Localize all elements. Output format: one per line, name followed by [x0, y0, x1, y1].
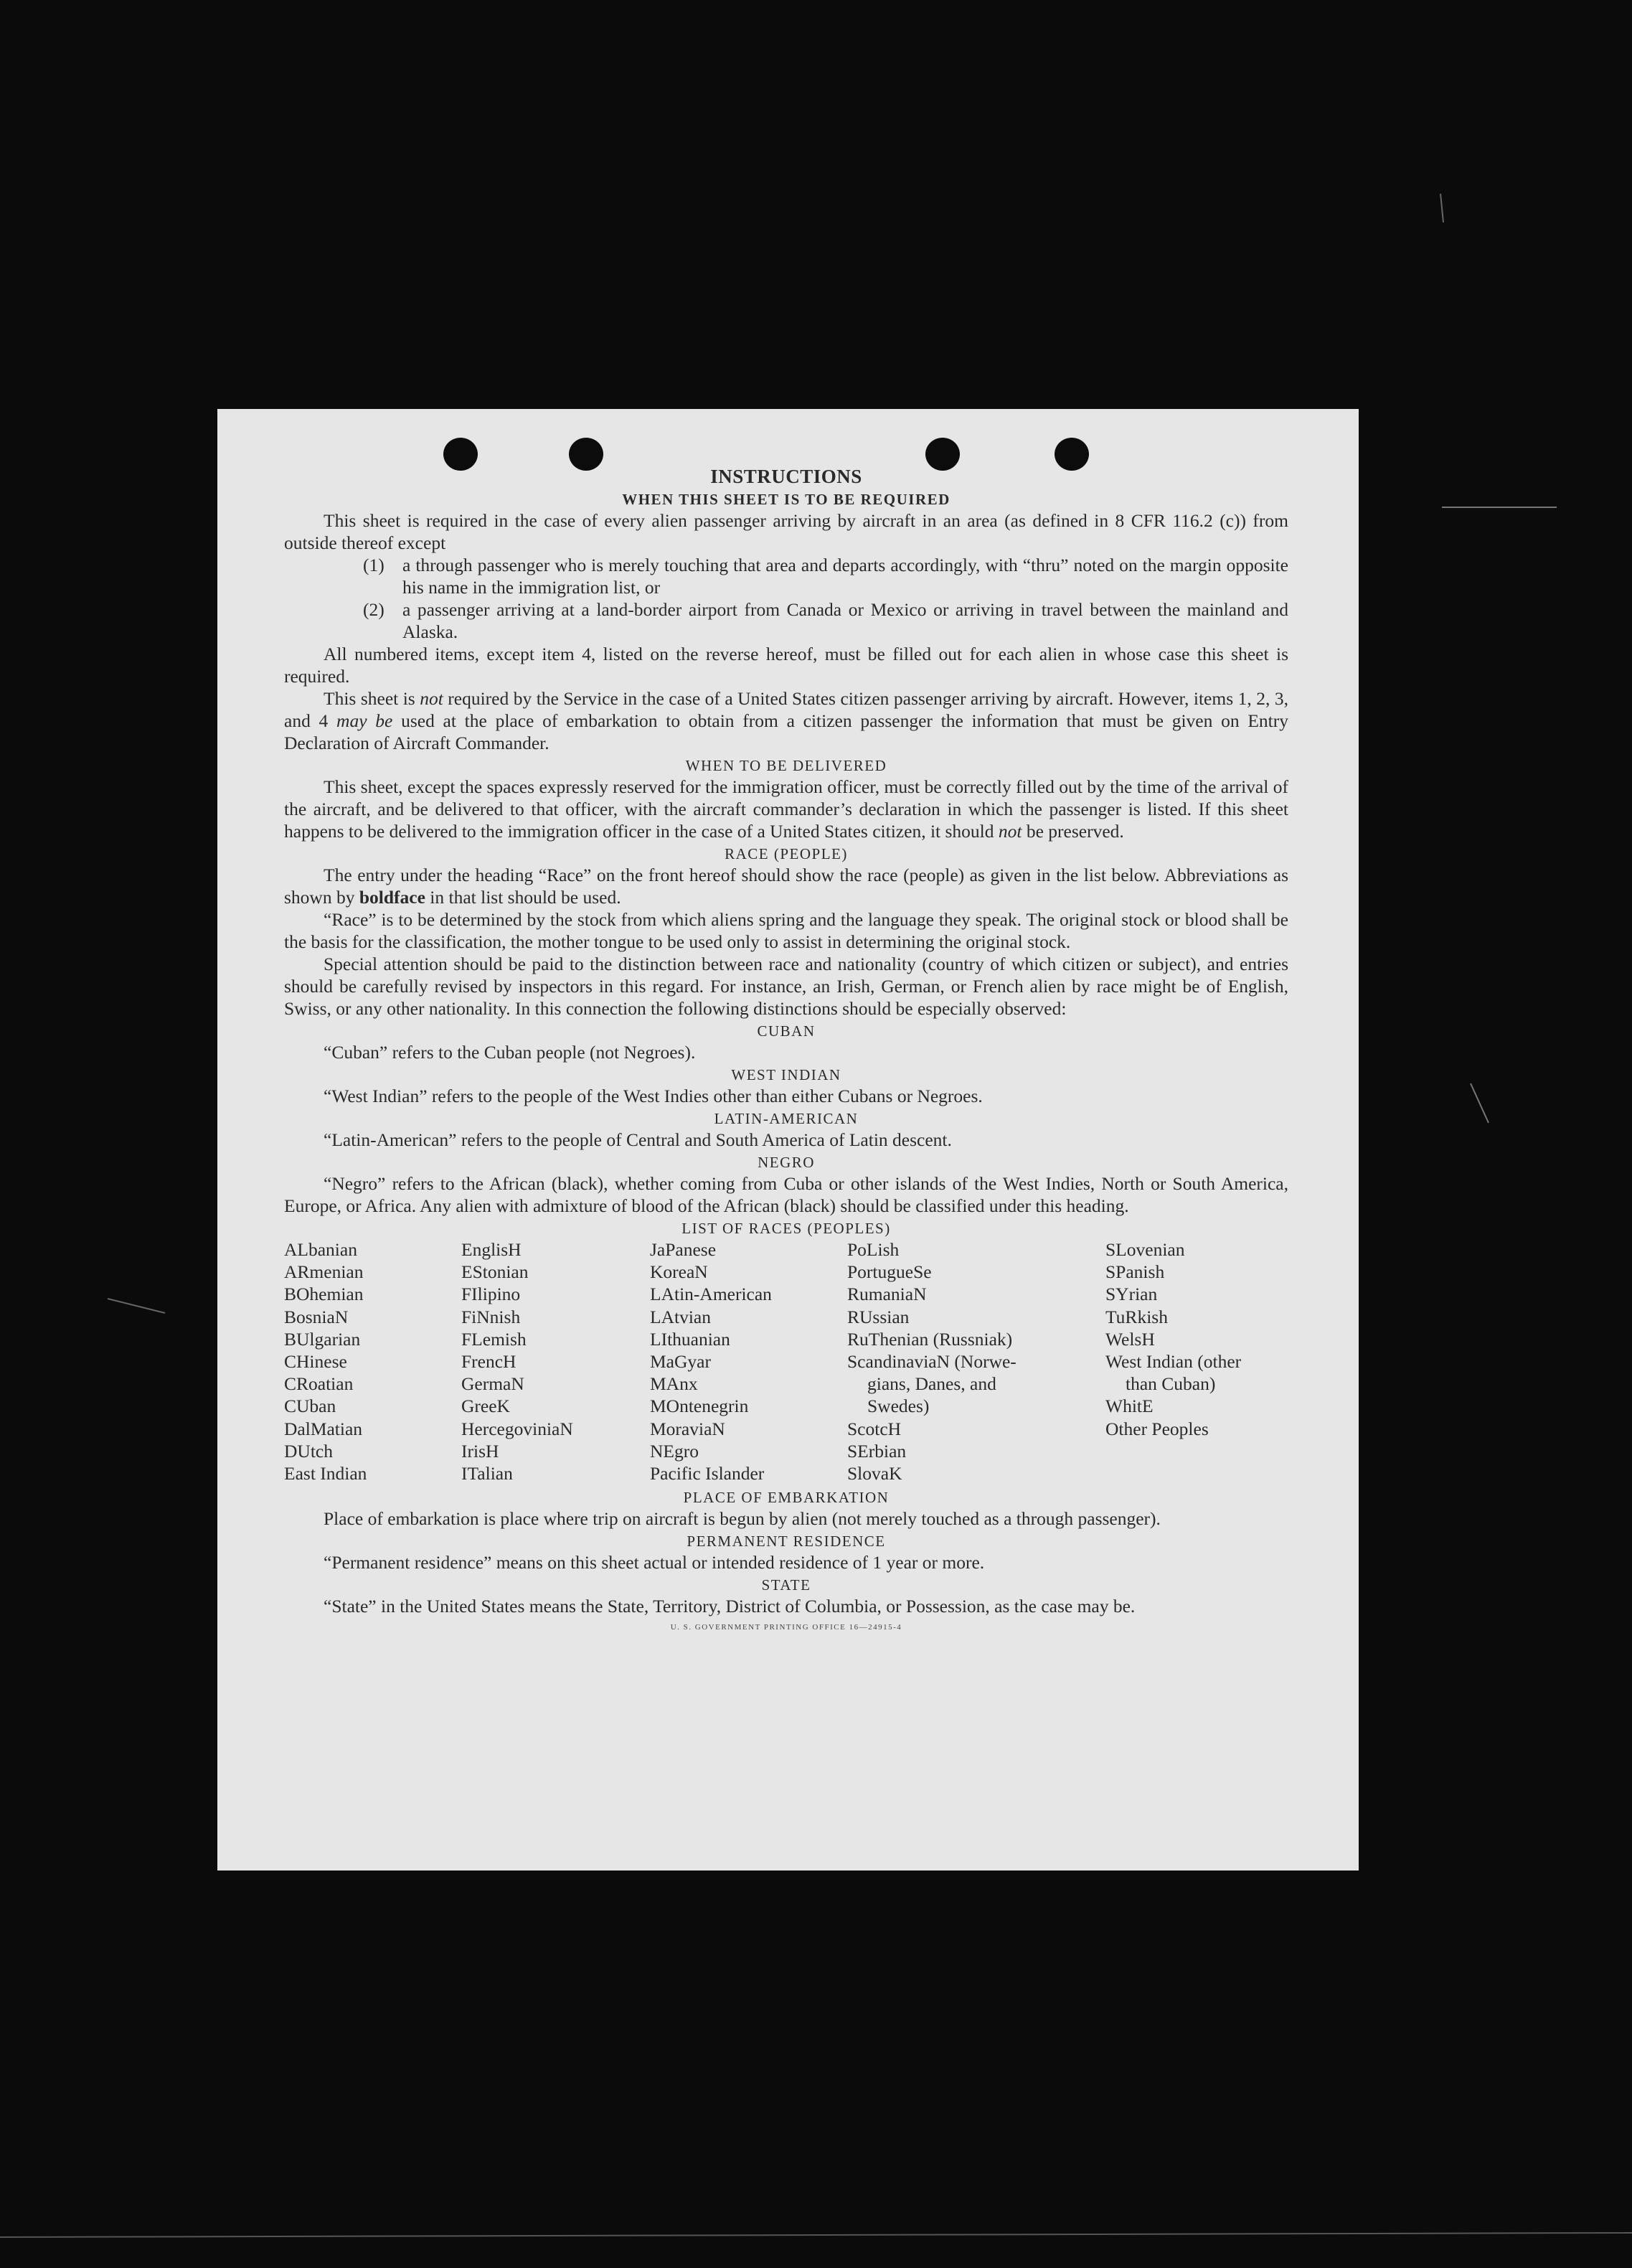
- race-item: PoLish: [847, 1239, 900, 1260]
- paragraph: [284, 776, 1288, 842]
- race-item: HercegoviniaN: [461, 1418, 573, 1439]
- race-item: ScandinaviaN (Norwe-: [847, 1351, 1017, 1373]
- paragraph: Place of embarkation is place where trip on aircraft is begun by alien (not merely touched as a through passenger).: [324, 1508, 1161, 1530]
- section-heading: RACE (PEOPLE): [725, 845, 848, 862]
- section-heading: WEST INDIAN: [731, 1066, 841, 1083]
- text-run: The entry under the heading “Race” on the front hereof should show the race (people) as given in the list below. Abbreviations as shown by: [284, 865, 1288, 908]
- race-item: EStonian: [461, 1261, 529, 1283]
- section-heading: PERMANENT RESIDENCE: [687, 1533, 886, 1551]
- race-item: Swedes): [867, 1396, 930, 1417]
- race-item: PortugueSe: [847, 1261, 932, 1283]
- list-item: [363, 598, 1288, 643]
- race-item: DalMatian: [284, 1418, 363, 1439]
- paragraph: Special attention should be paid to the distinction between race and nationality (country of which citizen or subject), and entries should be carefully revised by inspectors in this regard. For instance, an Irish, German, or French alien by race might be of English, Swiss, or any other nationality. In this connection the following distinctions should be especially observed:: [284, 954, 1288, 1019]
- italic-text: not: [998, 821, 1022, 842]
- item-text: a passenger arriving at a land-border airport from Canada or Mexico or arriving in travel between the mainland and Alaska.: [402, 599, 1288, 642]
- race-item: MoraviaN: [650, 1418, 725, 1439]
- race-item: SYrian: [1105, 1284, 1158, 1305]
- race-item: GermaN: [461, 1373, 524, 1395]
- race-column: [847, 1238, 1105, 1484]
- race-item: MAnx: [650, 1373, 698, 1395]
- race-item: than Cuban): [1126, 1373, 1216, 1395]
- race-item: IrisH: [461, 1440, 499, 1462]
- scan-line: [1471, 1083, 1489, 1123]
- race-item: East Indian: [284, 1463, 367, 1484]
- section-heading: CUBAN: [757, 1022, 816, 1040]
- race-item: gians, Danes, and: [867, 1373, 996, 1395]
- race-item: SlovaK: [847, 1463, 902, 1484]
- race-item: MOntenegrin: [650, 1396, 749, 1417]
- race-item: RUssian: [847, 1306, 910, 1327]
- race-item: TuRkish: [1105, 1306, 1168, 1327]
- italic-text: may be: [336, 710, 393, 731]
- race-item: FrencH: [461, 1351, 517, 1373]
- race-item: SErbian: [847, 1440, 907, 1462]
- race-item: LAtin-American: [650, 1284, 772, 1305]
- race-item: FIlipino: [461, 1284, 521, 1305]
- section-heading: WHEN THIS SHEET IS TO BE REQUIRED: [622, 491, 951, 508]
- paragraph: “Negro” refers to the African (black), whether coming from Cuba or other islands of the West Indies, North or South America, Europe, or Africa. Any alien with admixture of blood of the African (black) should be classified under this heading.: [284, 1173, 1288, 1216]
- section-heading: LATIN-AMERICAN: [714, 1110, 859, 1127]
- race-item: ITalian: [461, 1463, 513, 1484]
- race-item: EnglisH: [461, 1239, 522, 1260]
- section-heading: PLACE OF EMBARKATION: [683, 1489, 890, 1507]
- race-item: FiNnish: [461, 1306, 521, 1327]
- race-item: WelsH: [1105, 1328, 1155, 1350]
- paragraph: “Latin-American” refers to the people of Central and South America of Latin descent.: [324, 1129, 952, 1150]
- text-run: This sheet is: [324, 688, 420, 709]
- race-item: CRoatian: [284, 1373, 354, 1395]
- paragraph: [284, 864, 1288, 908]
- paragraph: [284, 687, 1288, 754]
- race-item: Other Peoples: [1105, 1418, 1209, 1439]
- text-run: in that list should be used.: [425, 887, 621, 908]
- scan-line: [0, 2233, 1632, 2237]
- race-item: WhitE: [1105, 1396, 1154, 1417]
- section-heading: WHEN TO BE DELIVERED: [685, 757, 887, 774]
- text-run: required by the Service in the case of a United States citizen passenger arriving by aircraft. However, items 1, 2, 3, and 4: [284, 688, 1288, 731]
- paragraph: “Race” is to be determined by the stock from which aliens spring and the language they speak. The original stock or blood shall be the basis for the classification, the mother tongue to be used only to assist in determining the original stock.: [284, 909, 1288, 952]
- race-column: [650, 1238, 847, 1484]
- section-heading: STATE: [761, 1576, 811, 1594]
- scan-line: [1440, 194, 1443, 222]
- race-item: FLemish: [461, 1328, 527, 1350]
- race-item: DUtch: [284, 1440, 333, 1462]
- race-item: JaPanese: [650, 1239, 717, 1260]
- scan-line: [108, 1299, 165, 1313]
- race-item: BosniaN: [284, 1306, 349, 1327]
- item-text: a through passenger who is merely touching that area and departs accordingly, with “thru” noted on the margin opposite his name in the immigration list, or: [402, 555, 1288, 598]
- race-item: KoreaN: [650, 1261, 708, 1283]
- item-number: (1): [363, 555, 385, 575]
- race-item: LAtvian: [650, 1306, 711, 1327]
- page-title: INSTRUCTIONS: [710, 466, 862, 487]
- paragraph: “Cuban” refers to the Cuban people (not Negroes).: [324, 1042, 696, 1063]
- race-item: BOhemian: [284, 1284, 364, 1305]
- race-item: BUlgarian: [284, 1328, 361, 1350]
- race-item: Pacific Islander: [650, 1463, 765, 1484]
- race-item: CHinese: [284, 1351, 347, 1373]
- race-item: ARmenian: [284, 1261, 364, 1283]
- race-item: ScotcH: [847, 1418, 902, 1439]
- race-item: RuThenian (Russniak): [847, 1328, 1013, 1350]
- race-item: MaGyar: [650, 1351, 711, 1373]
- item-number: (2): [363, 599, 385, 620]
- paragraph: All numbered items, except item 4, listed on the reverse hereof, must be filled out for each alien in whose case this sheet is required.: [284, 644, 1288, 687]
- race-item: West Indian (other: [1105, 1351, 1242, 1373]
- paragraph: “Permanent residence” means on this sheet actual or intended residence of 1 year or more.: [324, 1552, 985, 1573]
- list-item: [363, 554, 1288, 598]
- race-list: [284, 1238, 1288, 1484]
- section-heading: LIST OF RACES (PEOPLES): [681, 1220, 891, 1237]
- text-run: used at the place of embarkation to obtain from a citizen passenger the information that must be given on Entry Declaration of Aircraft Commander.: [284, 710, 1288, 753]
- section-heading: NEGRO: [758, 1154, 815, 1171]
- race-item: LIthuanian: [650, 1328, 730, 1350]
- race-item: CUban: [284, 1396, 336, 1417]
- race-item: RumaniaN: [847, 1284, 927, 1305]
- race-item: GreeK: [461, 1396, 510, 1417]
- paragraph: “State” in the United States means the State, Territory, District of Columbia, or Possession, as the case may be.: [324, 1596, 1136, 1617]
- race-item: NEgro: [650, 1440, 699, 1462]
- race-item: SPanish: [1105, 1261, 1165, 1283]
- race-item: SLovenian: [1105, 1239, 1185, 1260]
- race-item: ALbanian: [284, 1239, 357, 1260]
- paragraph: This sheet is required in the case of every alien passenger arriving by aircraft in an area (as defined in 8 CFR 116.2 (c)) from outside thereof except: [284, 510, 1288, 553]
- paragraph: “West Indian” refers to the people of the West Indies other than either Cubans or Negroes.: [324, 1086, 983, 1106]
- text-run: be preserved.: [1022, 821, 1124, 842]
- bold-text: boldface: [359, 887, 425, 908]
- document-sheet: [217, 409, 1359, 1871]
- race-column: [1105, 1238, 1288, 1484]
- italic-text: not: [420, 688, 443, 709]
- printer-imprint: U. S. GOVERNMENT PRINTING OFFICE 16—24915-4: [670, 1623, 902, 1632]
- race-column: [461, 1238, 650, 1484]
- race-column: [284, 1238, 461, 1484]
- instructions-content: [284, 465, 1288, 1632]
- text-run: This sheet, except the spaces expressly reserved for the immigration officer, must be correctly filled out by the time of the arrival of the aircraft, and be delivered to that officer, with the aircraft commander’s declaration in which the passenger is listed. If this sheet happens to be delivered to the immigration officer in the case of a United States citizen, it should: [284, 776, 1288, 842]
